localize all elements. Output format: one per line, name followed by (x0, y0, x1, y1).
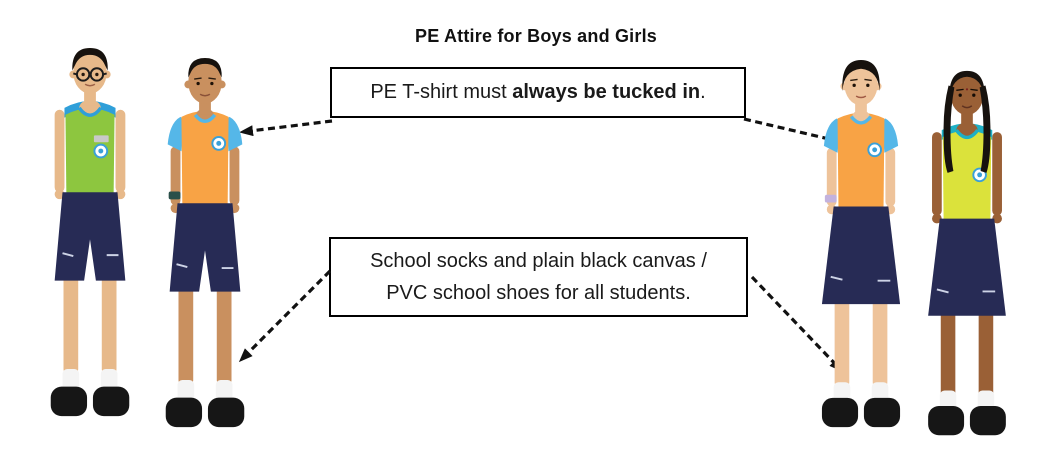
black-shoe (970, 406, 1006, 435)
boy1-figure (51, 48, 130, 416)
photo-girl-orange-tshirt (806, 58, 916, 434)
boy2-figure (166, 58, 245, 427)
black-shoe (822, 398, 858, 427)
school-badge-icon (212, 137, 225, 150)
black-shoe (208, 398, 244, 427)
black-shoe (93, 387, 129, 416)
callout-shoes-rule (329, 237, 748, 317)
girl1-figure (822, 60, 900, 427)
bindi (966, 88, 968, 90)
school-badge-icon (868, 143, 881, 156)
girl2-figure (928, 71, 1006, 435)
page-title: PE Attire for Boys and Girls (415, 26, 657, 46)
callout-tshirt-rule (330, 67, 746, 118)
watch-icon (169, 191, 181, 199)
school-badge-icon (94, 145, 107, 158)
black-shoe (928, 406, 964, 435)
callout-tshirt-text: PE T-shirt must always be tucked in. (370, 81, 706, 103)
photo-girl-yellow-sleeveless (912, 68, 1022, 442)
watch-icon (825, 195, 837, 203)
black-shoe (166, 398, 202, 427)
photo-boy-orange-tshirt (150, 56, 260, 434)
black-shoe (51, 387, 87, 416)
callout-shoes-line2: PVC school shoes for all students. (386, 282, 691, 304)
black-shoe (864, 398, 900, 427)
photo-boy-green-sleeveless (36, 42, 144, 426)
callout-shoes-line1: School socks and plain black canvas / (370, 250, 707, 272)
